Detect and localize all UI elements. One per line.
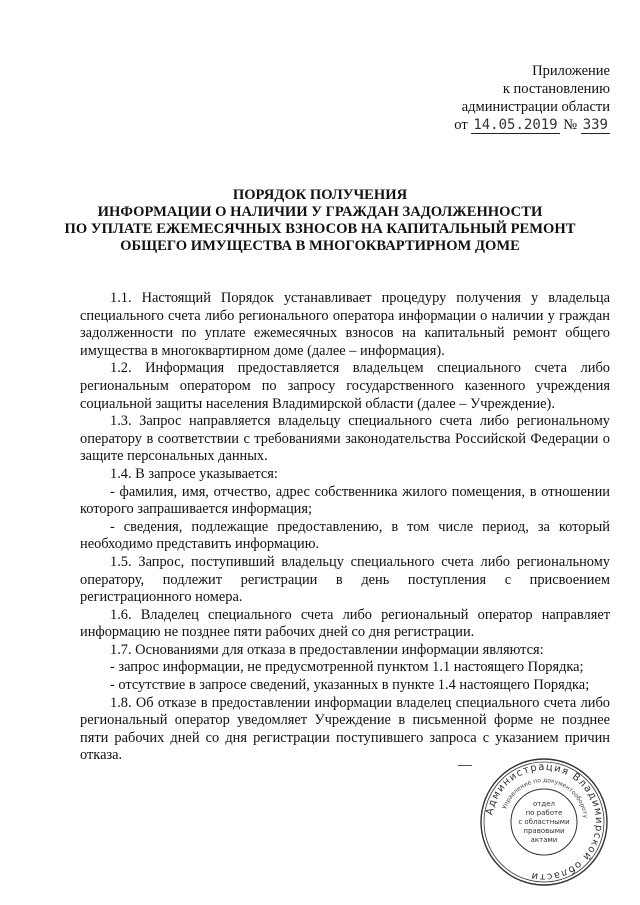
paragraph-1-5: 1.5. Запрос, поступивший владельцу специального счета либо региональному оператору, подлежит регистрации в день поступления с присвоением регистрационного номера.	[80, 553, 610, 606]
stamp-center-line-2: по работе	[525, 809, 563, 817]
decorative-dash	[458, 765, 472, 766]
resolution-number: 339	[582, 117, 608, 133]
title-line-2: ИНФОРМАЦИИ О НАЛИЧИИ У ГРАЖДАН ЗАДОЛЖЕННОСТИ	[97, 204, 543, 220]
title-line-4: ОБЩЕГО ИМУЩЕСТВА В МНОГОКВАРТИРНОМ ДОМЕ	[120, 238, 520, 254]
appendix-authority: администрации области	[461, 99, 610, 115]
official-stamp	[478, 756, 610, 888]
paragraph-1-8: 1.8. Об отказе в предоставлении информации владелец специального счета либо региональный оператор уведомляет Учреждение в письменной форме не позднее пяти рабочих дней со дня регистрации поступившего запроса с указанием причин отказа.	[80, 694, 610, 764]
stamp-inner-textpath: Управление по документообороту	[501, 776, 589, 819]
appendix-block	[454, 62, 610, 134]
document-body	[80, 290, 610, 765]
paragraph-1-7: 1.7. Основаниями для отказа в предоставлении информации являются:	[110, 641, 544, 658]
list-item-info-period: - сведения, подлежащие предоставлению, в том числе период, за который необходимо представить информацию.	[80, 518, 610, 553]
appendix-label: Приложение	[532, 63, 610, 79]
stamp-center-line-4: правовыми	[523, 827, 565, 835]
title-line-1: ПОРЯДОК ПОЛУЧЕНИЯ	[232, 187, 408, 203]
stamp-center-line-3: с областными	[518, 818, 570, 826]
document-title	[40, 187, 600, 255]
title-line-3: ПО УПЛАТЕ ЕЖЕМЕСЯЧНЫХ ВЗНОСОВ НА КАПИТАЛЬНЫЙ РЕМОНТ	[64, 221, 576, 237]
resolution-date: 14.05.2019	[473, 117, 558, 133]
paragraph-1-2: 1.2. Информация предоставляется владельцем специального счета либо региональным оператором по запросу государственного казенного учреждения социальной защиты населения Владимирской области (далее – Учреждение).	[80, 360, 610, 412]
stamp-center-line-5: актами	[530, 836, 558, 844]
date-prefix: от	[454, 117, 468, 133]
appendix-resolution: к постановлению	[502, 81, 610, 97]
list-item-refusal-2: - отсутствие в запросе сведений, указанных в пункте 1.4 настоящего Порядка;	[110, 677, 590, 694]
stamp-outer-textpath: Администрация Владимирской области	[484, 761, 605, 883]
paragraph-1-6: 1.6. Владелец специального счета либо региональный оператор направляет информацию не позднее пяти рабочих дней со дня регистрации.	[80, 606, 610, 641]
paragraph-1-3: 1.3. Запрос направляется владельцу специального счета либо региональному оператору в соответствии с требованиями законодательства Российской Федерации о защите персональных данных.	[80, 413, 610, 465]
appendix-date-line	[454, 116, 610, 134]
stamp-center-line-1: отдел	[533, 800, 555, 808]
number-prefix: №	[563, 117, 578, 133]
list-item-name-address: - фамилия, имя, отчество, адрес собственника жилого помещения, в отношении которого запрашивается информация;	[80, 483, 610, 518]
paragraph-1-4: 1.4. В запросе указывается:	[110, 465, 278, 482]
list-item-refusal-1: - запрос информации, не предусмотренной пунктом 1.1 настоящего Порядка;	[110, 659, 584, 676]
paragraph-1-1: 1.1. Настоящий Порядок устанавливает процедуру получения у владельца специального счета либо регионального оператора информации о наличии у граждан задолженности по уплате ежемесячных взносов на капитальный ремонт общего имущества в многоквартирном доме (далее – информация).	[80, 290, 610, 359]
